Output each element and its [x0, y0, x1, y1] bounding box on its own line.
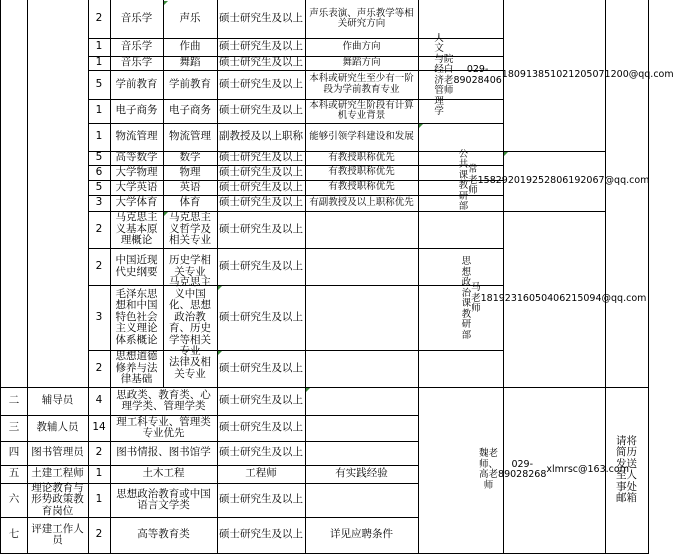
teacher-count: 1: [88, 123, 111, 152]
teacher-count: 1: [88, 38, 111, 57]
section-count: 1: [88, 483, 111, 518]
teacher-count: 3: [88, 285, 111, 351]
teacher-major: 马克思主义中国化、思想政治教育、历史学等相关专业: [163, 285, 218, 351]
teacher-major: 马克思主义哲学及相关专业: [163, 211, 218, 249]
teacher-requirement: [305, 285, 419, 351]
gap-cell: [418, 211, 504, 249]
contact-humanities: [434, 0, 674, 152]
teacher-degree: 硕士研究生及以上: [217, 195, 306, 212]
teacher-major: 数学: [163, 151, 218, 166]
submission-note: 请将简历发送至人事处邮箱: [605, 387, 649, 554]
teacher-count: 1: [88, 99, 111, 124]
section-major: 思想政治教育或中国语言文学类: [110, 483, 218, 518]
teacher-requirement: 作曲方向: [305, 38, 419, 57]
teacher-major: 历史学相关专业: [163, 248, 218, 286]
section-position: 土建工程师: [27, 465, 89, 484]
section-count: 2: [88, 441, 111, 466]
section-degree: 硕士研究生及以上: [217, 517, 306, 554]
position-cell-top: [27, 0, 89, 388]
section-requirement: [305, 483, 419, 518]
teacher-dept: 音乐学: [110, 38, 164, 57]
section-index: 四: [0, 441, 28, 466]
teacher-dept: 大学英语: [110, 180, 164, 196]
contact-political-line: 18192316050: [480, 292, 548, 304]
teacher-major: 英语: [163, 180, 218, 196]
teacher-dept: 音乐学: [110, 56, 164, 71]
section-requirement: [305, 387, 419, 416]
contact-humanities-line: 人文与经济管理学: [434, 32, 444, 117]
section-count: 14: [88, 415, 111, 442]
teacher-requirement: 有教授职称优先: [305, 180, 419, 196]
gap-cell: [418, 99, 504, 124]
index-cell-top: [0, 0, 28, 388]
teacher-requirement: 舞蹈方向: [305, 56, 419, 71]
section-major: 高等教育类: [110, 517, 218, 554]
rightmost-cell-top: [605, 0, 649, 388]
section-position: 辅导员: [27, 387, 89, 416]
contact-humanities-line: 18091385102: [501, 69, 569, 81]
teacher-major: 舞蹈: [163, 56, 218, 71]
section-degree: 硕士研究生及以上: [217, 387, 306, 416]
contact-political-line: 马老师: [471, 282, 481, 315]
gap-cell: [418, 38, 504, 57]
teacher-degree: 硕士研究生及以上: [217, 56, 306, 71]
teacher-requirement: [305, 211, 419, 249]
teacher-degree: 硕士研究生及以上: [217, 0, 306, 39]
teacher-degree: 硕士研究生及以上: [217, 285, 306, 351]
teacher-count: 1: [88, 56, 111, 71]
teacher-requirement: [305, 350, 419, 388]
teacher-requirement: 能够引领学科建设和发展: [305, 123, 419, 152]
teacher-dept: 大学物理: [110, 165, 164, 181]
section-requirement: [305, 415, 419, 442]
teacher-dept: 马克思主义基本原理概论: [110, 211, 164, 249]
teacher-count: 2: [88, 0, 111, 39]
contact-staff-line: 029-89028268: [498, 458, 547, 480]
teacher-dept: 物流管理: [110, 123, 164, 152]
teacher-requirement: 本科或研究生至少有一阶段为学前教育专业: [305, 70, 419, 100]
section-position: 图书管理员: [27, 441, 89, 466]
teacher-major: 体育: [163, 195, 218, 212]
teacher-count: 3: [88, 195, 111, 212]
teacher-requirement: 有副教授及以上职称优先: [305, 195, 419, 212]
teacher-major: 电子商务: [163, 99, 218, 124]
cell-comment-marker: [164, 212, 168, 216]
teacher-major: 作曲: [163, 38, 218, 57]
gap-cell: [418, 123, 504, 152]
contact-public-line: 2806192067@qq.com: [544, 174, 650, 186]
contact-political-line: 思想政治课教研部: [461, 256, 472, 341]
section-position: 教辅人员: [27, 415, 89, 442]
teacher-count: 5: [88, 151, 111, 166]
teacher-requirement: [305, 248, 419, 286]
contact-public: [458, 148, 650, 212]
section-major: 理工科专业、管理类专业优先: [110, 415, 218, 442]
teacher-degree: 硕士研究生及以上: [217, 99, 306, 124]
teacher-count: 2: [88, 248, 111, 286]
contact-political-line: 406215094@qq.com: [547, 292, 647, 304]
teacher-requirement: 有教授职称优先: [305, 151, 419, 166]
contact-staff-line: xlmrsc@163.com: [546, 463, 629, 475]
teacher-count: 6: [88, 165, 111, 181]
section-requirement: 有实践经验: [305, 465, 419, 484]
teacher-degree: 硕士研究生及以上: [217, 180, 306, 196]
contact-public-line: 公共课教研部: [458, 148, 469, 212]
teacher-degree: 硕士研究生及以上: [217, 38, 306, 57]
section-index: 五: [0, 465, 28, 484]
cell-comment-marker: [419, 124, 423, 128]
teacher-dept: 音乐学: [110, 0, 164, 39]
section-index: 三: [0, 415, 28, 442]
teacher-degree: 硕士研究生及以上: [217, 165, 306, 181]
gap-cell: [418, 350, 504, 388]
cell-comment-marker: [306, 388, 310, 392]
section-major: 图书情报、图书馆学: [110, 441, 218, 466]
section-degree: 硕士研究生及以上: [217, 483, 306, 518]
section-position: 理论教育与形势政策教育岗位: [27, 483, 89, 518]
section-major: 思政类、教育类、心理学类、管理学类: [110, 387, 218, 416]
teacher-major: 物流管理: [163, 123, 218, 152]
section-requirement: [305, 441, 419, 466]
section-index: 七: [0, 517, 28, 554]
section-position: 评建工作人员: [27, 517, 89, 554]
teacher-count: 2: [88, 350, 111, 388]
teacher-dept: 学前教育: [110, 70, 164, 100]
teacher-major: 声乐: [163, 0, 218, 39]
cell-comment-marker: [504, 152, 508, 156]
teacher-count: 2: [88, 211, 111, 249]
contact-public-line: 常老师: [468, 164, 478, 197]
teacher-degree: 硕士研究生及以上: [217, 350, 306, 388]
section-major: 土木工程: [110, 465, 218, 484]
section-count: 2: [88, 517, 111, 554]
teacher-dept: 高等数学: [110, 151, 164, 166]
section-index: 六: [0, 483, 28, 518]
teacher-major: 物理: [163, 165, 218, 181]
cell-comment-marker: [218, 286, 222, 290]
teacher-major: 学前教育: [163, 70, 218, 100]
cell-comment-marker: [218, 351, 222, 355]
cell-comment-marker: [164, 1, 168, 5]
teacher-degree: 硕士研究生及以上: [217, 70, 306, 100]
section-count: 4: [88, 387, 111, 416]
gap-cell: [418, 0, 504, 39]
section-degree: 硕士研究生及以上: [217, 415, 306, 442]
teacher-dept: 大学体育: [110, 195, 164, 212]
section-requirement: 详见应聘条件: [305, 517, 419, 554]
teacher-degree: 副教授及以上职称: [217, 123, 306, 152]
teacher-degree: 硕士研究生及以上: [217, 248, 306, 286]
teacher-dept: 中国近现代史纲要: [110, 248, 164, 286]
contact-humanities-line: 029-89028406: [453, 64, 502, 86]
teacher-requirement: 本科或研究生阶段有计算机专业背景: [305, 99, 419, 124]
teacher-requirement: 有教授职称优先: [305, 165, 419, 181]
teacher-dept: 电子商务: [110, 99, 164, 124]
teacher-dept: 毛泽东思想和中国特色社会主义理论体系概论: [110, 285, 164, 351]
contact-staff-line: 魏老师、高老师: [479, 448, 499, 491]
contact-public-line: 15829201925: [477, 174, 545, 186]
section-index: 二: [0, 387, 28, 416]
teacher-requirement: 声乐表演、声乐教学等相关研究方向: [305, 0, 419, 39]
contact-humanities-line: 1205071200@qq.com: [568, 69, 674, 81]
teacher-major: 法律及相关专业: [163, 350, 218, 388]
teacher-degree: 硕士研究生及以上: [217, 151, 306, 166]
section-degree: 硕士研究生及以上: [217, 441, 306, 466]
contact-humanities-line: 院白老师: [443, 53, 454, 96]
teacher-degree: 硕士研究生及以上: [217, 211, 306, 249]
teacher-dept: 思想道德修养与法律基础: [110, 350, 164, 388]
contact-political: [461, 211, 647, 388]
teacher-count: 5: [88, 70, 111, 100]
teacher-count: 5: [88, 180, 111, 196]
section-count: 1: [88, 465, 111, 484]
section-degree: 工程师: [217, 465, 306, 484]
